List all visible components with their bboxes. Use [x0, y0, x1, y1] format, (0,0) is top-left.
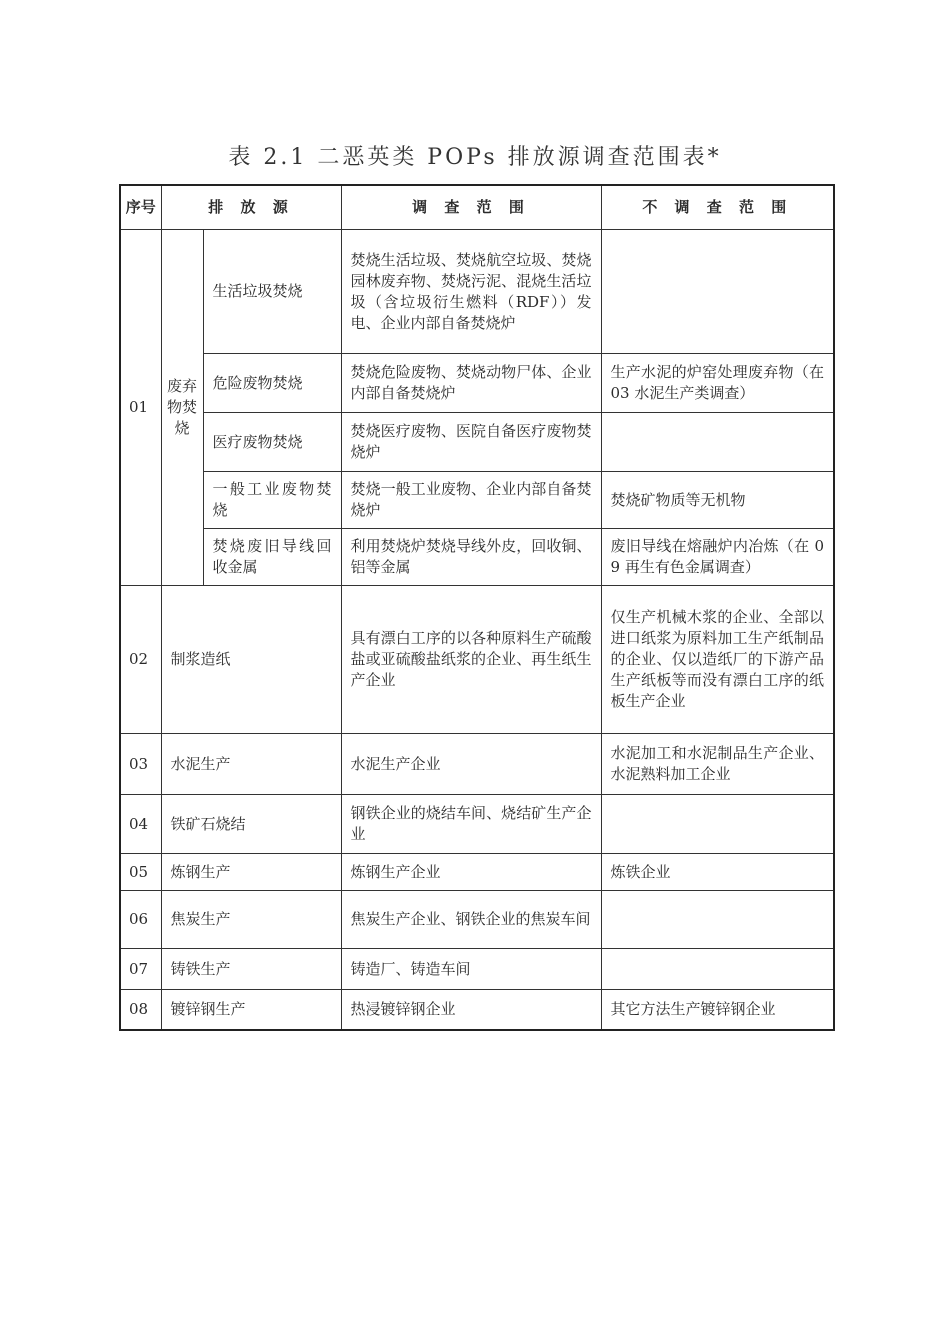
excluded-cell — [601, 891, 834, 949]
header-scope: 调 查 范 围 — [341, 185, 601, 230]
pops-source-table — [119, 184, 835, 1031]
row-num: 06 — [120, 891, 161, 949]
table-row — [120, 891, 834, 949]
category-cell: 废弃物焚烧 — [161, 230, 203, 586]
table-row — [120, 354, 834, 413]
excluded-cell — [601, 949, 834, 990]
header-source: 排 放 源 — [161, 185, 341, 230]
source-cell: 生活垃圾焚烧 — [203, 230, 341, 354]
scope-cell: 焚烧危险废物、焚烧动物尸体、企业内部自备焚烧炉 — [341, 354, 601, 413]
excluded-cell: 其它方法生产镀锌钢企业 — [601, 990, 834, 1030]
source-cell: 焚烧废旧导线回收金属 — [203, 529, 341, 586]
scope-cell: 热浸镀锌钢企业 — [341, 990, 601, 1030]
table-row — [120, 529, 834, 586]
excluded-cell: 仅生产机械木浆的企业、全部以进口纸浆为原料加工生产纸制品的企业、仅以造纸厂的下游产品生产纸板等而没有漂白工序的纸板生产企业 — [601, 586, 834, 734]
excluded-cell: 生产水泥的炉窑处理废弃物（在 03 水泥生产类调查） — [601, 354, 834, 413]
source-cell: 水泥生产 — [161, 734, 341, 795]
row-num: 01 — [120, 230, 161, 586]
scope-cell: 焚烧医疗废物、医院自备医疗废物焚烧炉 — [341, 413, 601, 472]
row-num: 05 — [120, 854, 161, 891]
source-cell: 铁矿石烧结 — [161, 795, 341, 854]
source-cell: 炼钢生产 — [161, 854, 341, 891]
source-cell: 危险废物焚烧 — [203, 354, 341, 413]
scope-cell: 焚烧生活垃圾、焚烧航空垃圾、焚烧园林废弃物、焚烧污泥、混烧生活垃圾（含垃圾衍生燃料（RDF））发电、企业内部自备焚烧炉 — [341, 230, 601, 354]
row-num: 04 — [120, 795, 161, 854]
excluded-cell: 废旧导线在熔融炉内冶炼（在 09 再生有色金属调查） — [601, 529, 834, 586]
row-num: 08 — [120, 990, 161, 1030]
row-num: 03 — [120, 734, 161, 795]
source-cell: 镀锌钢生产 — [161, 990, 341, 1030]
source-cell: 焦炭生产 — [161, 891, 341, 949]
header-row — [120, 185, 834, 230]
excluded-cell — [601, 413, 834, 472]
source-cell: 一般工业废物焚烧 — [203, 472, 341, 529]
scope-cell: 利用焚烧炉焚烧导线外皮，回收铜、铝等金属 — [341, 529, 601, 586]
excluded-cell: 水泥加工和水泥制品生产企业、水泥熟料加工企业 — [601, 734, 834, 795]
header-excluded: 不 调 查 范 围 — [601, 185, 834, 230]
row-num: 07 — [120, 949, 161, 990]
excluded-cell: 炼铁企业 — [601, 854, 834, 891]
table-row — [120, 990, 834, 1030]
scope-cell: 焦炭生产企业、钢铁企业的焦炭车间 — [341, 891, 601, 949]
excluded-cell — [601, 795, 834, 854]
table-row — [120, 230, 834, 354]
excluded-cell: 焚烧矿物质等无机物 — [601, 472, 834, 529]
header-seq: 序号 — [120, 185, 161, 230]
source-cell: 医疗废物焚烧 — [203, 413, 341, 472]
row-num: 02 — [120, 586, 161, 734]
table-row — [120, 472, 834, 529]
table-row — [120, 413, 834, 472]
scope-cell: 炼钢生产企业 — [341, 854, 601, 891]
table-row — [120, 795, 834, 854]
scope-cell: 水泥生产企业 — [341, 734, 601, 795]
table-row — [120, 734, 834, 795]
excluded-cell — [601, 230, 834, 354]
table-title: 表 2.1 二恶英类 POPs 排放源调查范围表* — [228, 145, 722, 170]
scope-cell: 钢铁企业的烧结车间、烧结矿生产企业 — [341, 795, 601, 854]
table-row — [120, 854, 834, 891]
table-row — [120, 586, 834, 734]
scope-cell: 铸造厂、铸造车间 — [341, 949, 601, 990]
source-cell: 制浆造纸 — [161, 586, 341, 734]
source-cell: 铸铁生产 — [161, 949, 341, 990]
scope-cell: 具有漂白工序的以各种原料生产硫酸盐或亚硫酸盐纸浆的企业、再生纸生产企业 — [341, 586, 601, 734]
table-row — [120, 949, 834, 990]
scope-cell: 焚烧一般工业废物、企业内部自备焚烧炉 — [341, 472, 601, 529]
